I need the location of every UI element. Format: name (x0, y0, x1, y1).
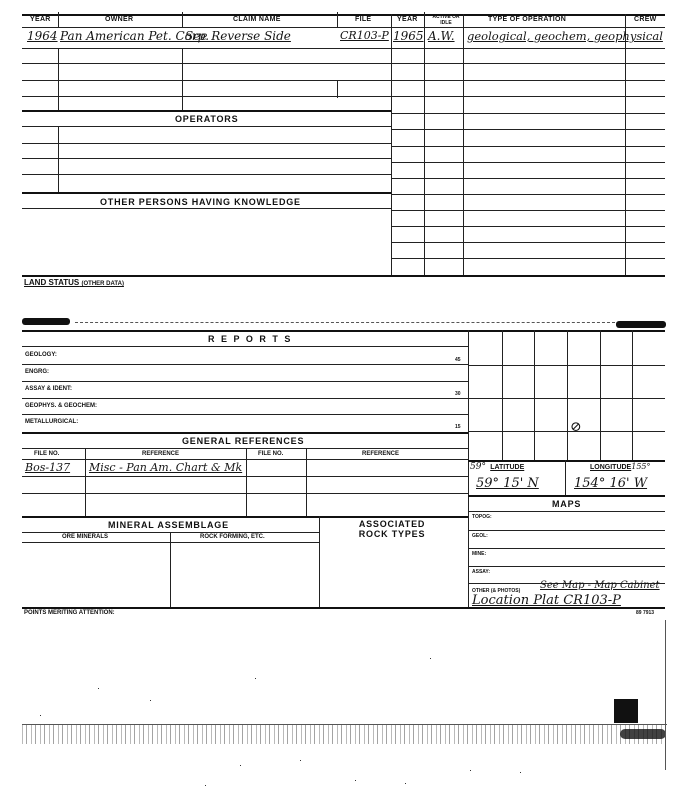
grid-line (600, 330, 601, 460)
rule (391, 258, 665, 259)
rule (22, 448, 468, 449)
grid-line (468, 365, 665, 366)
grid-line (632, 330, 633, 460)
grid-line (468, 398, 665, 399)
divider (565, 460, 566, 495)
rule (22, 364, 468, 365)
rule (391, 113, 665, 114)
rule (22, 414, 468, 415)
entry-year2: 1965 (393, 29, 424, 43)
ink-blot (620, 729, 666, 739)
col-active-idle: ACTIVE OR IDLE (432, 14, 460, 26)
long-label: LONGITUDE (590, 464, 632, 471)
col-year: YEAR (30, 16, 51, 23)
entry-file: CR103-P (340, 29, 389, 42)
speck (255, 678, 256, 679)
divider (319, 516, 320, 607)
divider (246, 448, 247, 516)
edge-line (665, 620, 666, 770)
rule (391, 210, 665, 211)
rule (468, 530, 665, 531)
points-meriting-attention: POINTS MERITING ATTENTION: (24, 610, 115, 616)
speck (40, 715, 41, 716)
report-number-45: 45 (455, 357, 461, 363)
divider (424, 12, 425, 276)
land-status-sub: (OTHER DATA) (81, 281, 124, 287)
rule (22, 80, 391, 81)
header-bottom-rule (22, 27, 665, 28)
col-crew: CREW (634, 16, 657, 23)
rule (22, 607, 665, 609)
section-other-persons: OTHER PERSONS HAVING KNOWLEDGE (100, 197, 301, 207)
section-reports: R E P O R T S (208, 334, 293, 344)
ink-blot (616, 321, 666, 328)
rule (22, 143, 391, 144)
divider (85, 448, 86, 516)
col-file: FILE (355, 16, 372, 23)
speck (98, 688, 99, 689)
divider (463, 14, 464, 276)
entry-year: 1964 (27, 29, 58, 43)
long-degree: 155° (631, 462, 651, 471)
rule (468, 566, 665, 567)
entry-owner: Pan American Pet. Corp. (60, 29, 210, 43)
entry-claim-name: See Reverse Side (185, 29, 291, 43)
section-maps: MAPS (552, 499, 582, 509)
grid-mark: ⊘ (570, 419, 582, 435)
col-year2: YEAR (397, 16, 418, 23)
maps-mine: MINE: (472, 551, 487, 557)
lat-label: LATITUDE (490, 464, 525, 471)
dashed-rule (75, 322, 615, 323)
report-geophys: GEOPHYS. & GEOCHEM: (25, 403, 98, 409)
rule (468, 548, 665, 549)
rule (22, 96, 391, 97)
mineral-ore: ORE MINERALS (62, 534, 109, 540)
rule (22, 158, 391, 159)
ref-header-file2: FILE NO. (258, 451, 284, 457)
rule (22, 208, 391, 209)
rule (22, 476, 468, 477)
rule (391, 63, 665, 64)
rule (391, 80, 665, 81)
rule (391, 146, 665, 147)
rule (391, 178, 665, 179)
latitude-label (470, 462, 524, 472)
col-owner: OWNER (105, 16, 134, 23)
speck (240, 765, 241, 766)
rule (391, 194, 665, 195)
maps-other-note: See Map - Map Cabinet (540, 580, 660, 591)
rule (22, 346, 468, 347)
divider (306, 448, 307, 516)
section-operators: OPERATORS (175, 114, 239, 124)
rule (22, 330, 665, 332)
divider (337, 12, 338, 27)
rule (22, 459, 468, 460)
rule (22, 724, 667, 725)
section-mineral-assemblage: MINERAL ASSEMBLAGE (108, 520, 229, 530)
maps-assay: ASSAY: (472, 569, 491, 575)
rule (22, 174, 391, 175)
col-type-operation: TYPE OF OPERATION (488, 16, 567, 23)
entry-type-operation: geological, geochem, geophysical (467, 29, 663, 43)
land-status-title: LAND STATUS (24, 278, 80, 287)
ink-blot (22, 318, 70, 325)
report-number-30: 30 (455, 391, 461, 397)
maps-other-value: Location Plat CR103-P (472, 593, 621, 608)
rule (22, 432, 468, 434)
land-status-label (24, 278, 124, 287)
speck (405, 783, 406, 784)
divider (337, 80, 338, 98)
ref-header-file1: FILE NO. (34, 451, 60, 457)
rule (391, 48, 665, 49)
divider (58, 48, 59, 110)
rule (22, 126, 391, 127)
lat-degree: 59° (470, 462, 486, 472)
speck (470, 770, 471, 771)
grid-line (534, 330, 535, 460)
speck (150, 700, 151, 701)
rule (22, 48, 391, 49)
divider (170, 532, 171, 607)
speck (520, 772, 521, 773)
ref-row1-file: Bos-137 (25, 461, 71, 474)
report-assay: ASSAY & IDENT: (25, 386, 73, 392)
rule (391, 242, 665, 243)
rule (22, 398, 468, 399)
divider (182, 12, 183, 27)
maps-geol: GEOL: (472, 533, 488, 539)
entry-active-idle: A.W. (428, 29, 455, 43)
rule (22, 381, 468, 382)
report-engrg: ENGRG: (25, 369, 49, 375)
section-general-references: GENERAL REFERENCES (182, 436, 305, 446)
rule (22, 63, 391, 64)
speck (355, 780, 356, 781)
longitude-label (590, 462, 651, 471)
divider (182, 48, 183, 110)
ref-header-ref1: REFERENCE (142, 451, 180, 457)
grid-line (468, 431, 665, 432)
grid-line (502, 330, 503, 460)
divider (58, 12, 59, 27)
divider (391, 14, 392, 276)
ref-row1-reference: Misc - Pan Am. Chart & Mk (89, 461, 243, 474)
ink-square (614, 699, 638, 723)
latitude-value: 59° 15' N (476, 476, 539, 491)
rule (22, 110, 391, 112)
maps-other: OTHER (& PHOTOS) (472, 588, 521, 594)
rule (468, 495, 665, 497)
rule (22, 516, 468, 518)
col-claim-name: CLAIM NAME (233, 16, 281, 23)
rule (391, 162, 665, 163)
scan-noise-band (22, 724, 667, 744)
divider (625, 14, 626, 276)
divider (58, 126, 59, 192)
maps-topog: TOPOG: (472, 514, 492, 520)
rule (468, 511, 665, 512)
rule (391, 129, 665, 130)
mineral-rock-forming: ROCK FORMING, ETC. (200, 534, 265, 540)
longitude-value: 154° 16' W (574, 476, 648, 491)
rule (22, 275, 665, 277)
report-metallurgical: METALLURGICAL: (25, 419, 79, 425)
rule (391, 226, 665, 227)
rule (22, 493, 468, 494)
report-number-15: 15 (455, 424, 461, 430)
form-number: 89 7913 (636, 610, 655, 616)
ref-header-ref2: REFERENCE (362, 451, 400, 457)
rule (22, 192, 391, 194)
report-geology: GEOLOGY: (25, 352, 57, 358)
speck (205, 785, 206, 786)
rule (391, 96, 665, 97)
section-associated-rock-types: ASSOCIATED ROCK TYPES (358, 519, 426, 539)
speck (430, 658, 431, 659)
speck (300, 760, 301, 761)
grid-line (567, 330, 568, 460)
